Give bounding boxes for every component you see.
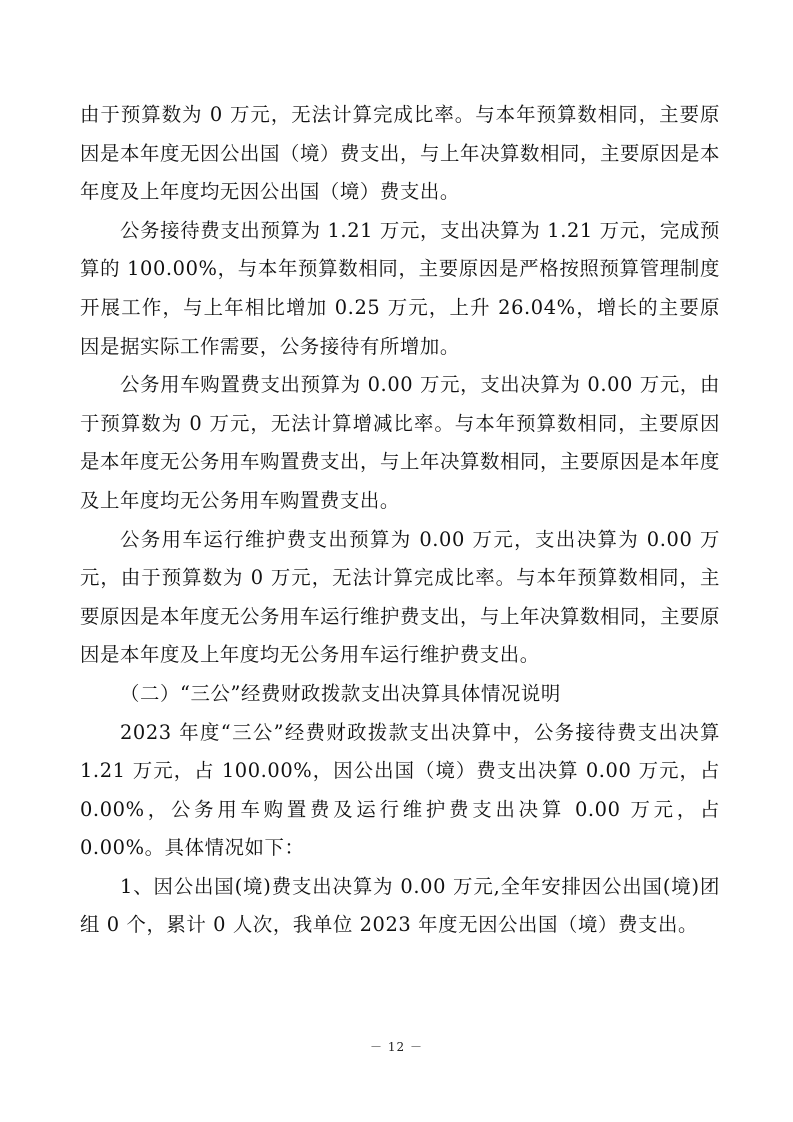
page-number: － 12 － <box>370 1040 423 1054</box>
paragraph-vehicle-purchase: 公务用车购置费支出预算为 0.00 万元，支出决算为 0.00 万元，由于预算数为 0 万元，无法计算增减比率。与本年预算数相同，主要原因是本年度无公务用车购置费支出，与上年决算数相同，主要原因是本年度及上年度均无公务用车购置费支出。 <box>80 373 720 512</box>
document-body <box>80 96 720 945</box>
paragraph-three-public-summary: 2023 年度“三公”经费财政拨款支出决算中，公务接待费支出决算 1.21 万元，占 100.00%，因公出国（境）费支出决算 0.00 万元，占 0.00%，公务用车购置费及运行维护费支出决算 0.00 万元，占 0.00%。具体情况如下： <box>80 720 720 860</box>
section-heading-three-public: （二）“三公”经费财政拨款支出决算具体情况说明 <box>120 681 561 705</box>
paragraph-outbound-travel-detail: 1、因公出国(境)费支出决算为 0.00 万元,全年安排因公出国(境)团组 0 个，累计 0 人次，我单位 2023 年度无因公出国（境）费支出。 <box>80 874 720 937</box>
paragraph-outbound-travel-continued: 由于预算数为 0 万元，无法计算完成比率。与本年预算数相同，主要原因是本年度无因公出国（境）费支出，与上年决算数相同，主要原因是本年度及上年度均无因公出国（境）费支出。 <box>80 103 720 204</box>
paragraph-vehicle-operation: 公务用车运行维护费支出预算为 0.00 万元，支出决算为 0.00 万元，由于预算数为 0 万元，无法计算完成比率。与本年预算数相同，主要原因是本年度无公务用车运行维护费支出，与上年决算数相同，主要原因是本年度及上年度均无公务用车运行维护费支出。 <box>80 527 720 667</box>
paragraph-official-reception: 公务接待费支出预算为 1.21 万元，支出决算为 1.21 万元，完成预算的 100.00%，与本年预算数相同，主要原因是严格按照预算管理制度开展工作，与上年相比增加 0.25 万元，上升 26.04%，增长的主要原因是据实际工作需要，公务接待有所增加。 <box>80 218 720 358</box>
